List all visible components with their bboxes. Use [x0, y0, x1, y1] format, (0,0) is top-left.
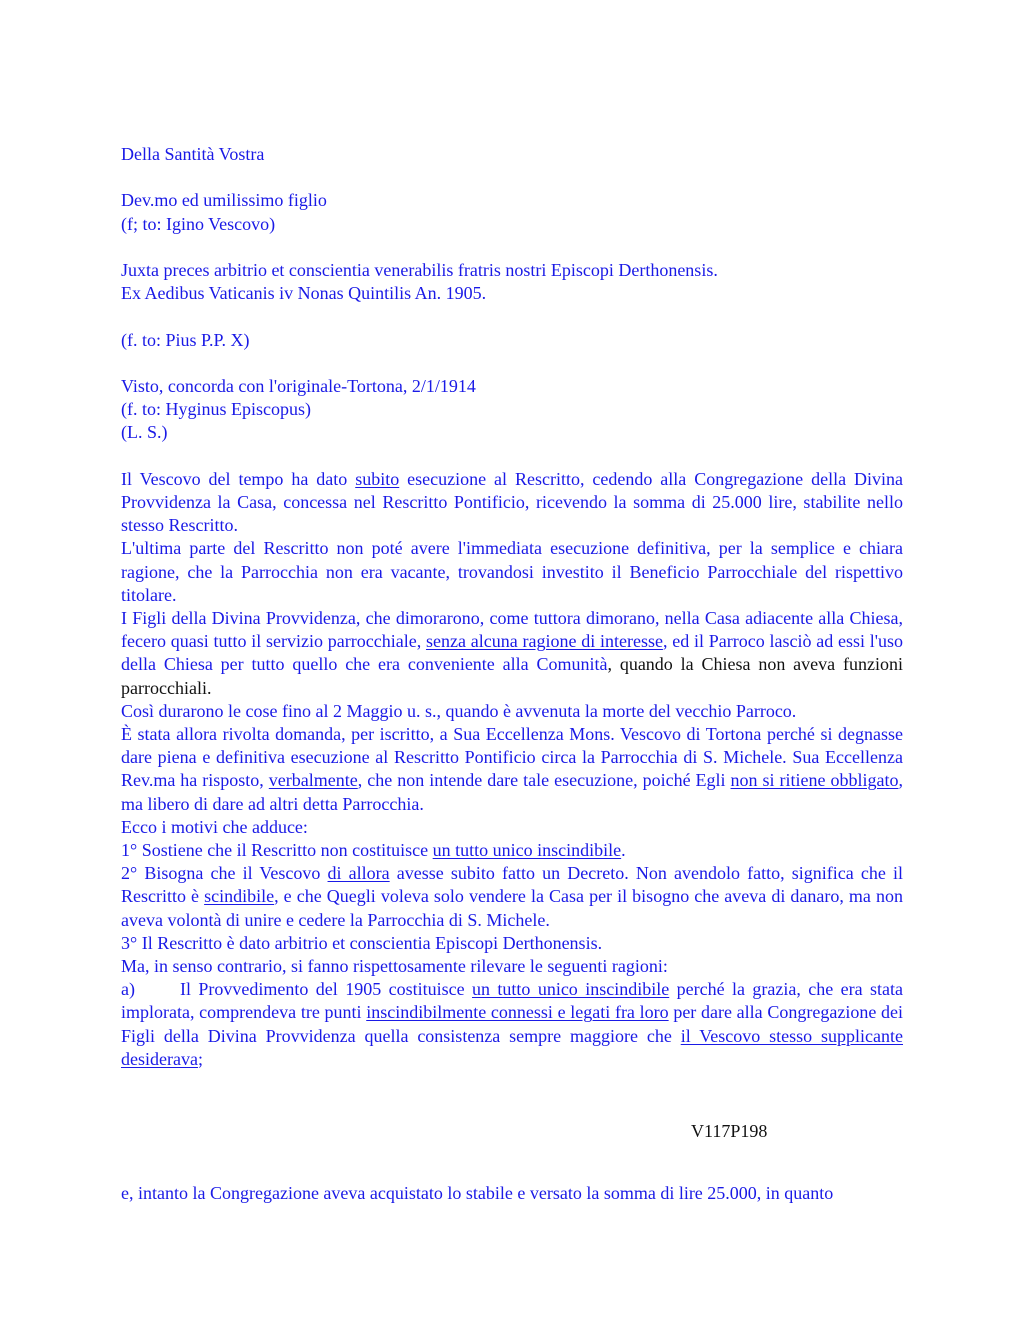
paragraph-2: L'ultima parte del Rescritto non poté avere l'immediata esecuzione definitiva, per la semplice e chiara ragione, che la Parrocchia non era vacante, trovandosi investito il Beneficio Parrocchiale del rispettivo titolare. [121, 538, 903, 605]
paragraph-1 [121, 468, 903, 538]
rescript-line-1: Juxta preces arbitrio et conscientia venerabilis fratris nostri Episcopi Derthonensis. [121, 259, 718, 280]
text-run: . [621, 840, 626, 861]
salutation: Della Santità Vostra [121, 144, 265, 164]
text-run: esecuzione al Rescritto, cedendo alla Congregazione della Divina Provvidenza la Casa, concessa nel Rescritto Pontificio, ricevendo la somma di 25.000 lire, stabilite nello stesso Rescritto. [121, 468, 903, 536]
underlined-text: il Vescovo stesso supplicante desiderava [121, 1025, 903, 1069]
visto-line-3: (L. S.) [121, 422, 168, 443]
continuation-line: e, intanto la Congregazione aveva acquistato lo stabile e versato la somma di lire 25.000, in quanto [121, 1183, 834, 1203]
document-page [121, 143, 903, 1071]
text-run: Il Provvedimento del 1905 costituisce [180, 979, 472, 1000]
text-run: perché la grazia, che era stata implorata, comprendeva tre punti [121, 979, 904, 1023]
text-run: I Figli della Divina Provvidenza, che dimorarono, come tuttora dimorano, nella Casa adiacente alla Chiesa, fecero quasi tutto il servizio parrocchiale, [121, 607, 903, 652]
text-run: ; [197, 1048, 203, 1069]
pope-signature: (f. to: Pius P.P. X) [121, 329, 250, 350]
signature-line-2: (f; to: Igino Vescovo) [121, 213, 276, 234]
paragraph-6: Ecco i motivi che adduce: [121, 816, 308, 837]
underlined-text: verbalmente [268, 770, 358, 791]
underlined-text: un tutto unico inscindibile [472, 979, 670, 1000]
paragraph-10: Ma, in senso contrario, si fanno rispettosamente rilevare le seguenti ragioni: [121, 956, 668, 977]
list-label: a) [121, 979, 135, 1000]
text-run: 2° Bisogna che il Vescovo [121, 863, 328, 884]
underlined-text: non si ritiene obbligato [730, 770, 899, 791]
visto-line-2: (f. to: Hyginus Episcopus) [121, 399, 311, 420]
text-run: per dare alla Congregazione dei Figli della Divina Provvidenza quella consistenza sempre maggiore che [121, 1002, 903, 1046]
text-run: , e che Quegli voleva solo vendere la Casa per il bisogno che aveva di danaro, ma non aveva volontà di unire e cedere la Parrocchia di S. Michele. [121, 886, 903, 930]
underlined-text: scindibile [204, 886, 275, 907]
underlined-text: un tutto unico inscindibile [432, 840, 622, 861]
underlined-text: inscindibilmente connessi e legati fra loro [366, 1002, 669, 1023]
text-run: Il Vescovo del tempo ha dato [121, 468, 356, 489]
text-run: 1° Sostiene che il Rescritto non costituisce [121, 840, 433, 861]
text-run: È stata allora rivolta domanda, per iscritto, a Sua Eccellenza Mons. Vescovo di Tortona perché si degnasse dare piena e definitiva esecuzione al Rescritto Pontificio circa la Parrocchia di S. Michele. Sua Eccellenza Rev.ma ha risposto, [121, 724, 903, 791]
visto-line-1: Visto, concorda con l'originale-Tortona, 2/1/1914 [121, 375, 476, 396]
page-code: V117P198 [691, 1121, 768, 1141]
paragraph-5 [121, 723, 903, 816]
paragraph-7 [121, 839, 903, 862]
signature-line-1: Dev.mo ed umilissimo figlio [121, 190, 327, 211]
text-run: , ma libero di dare ad altri detta Parrocchia. [121, 770, 903, 814]
paragraph-4: Così durarono le cose fino al 2 Maggio u. s., quando è avvenuta la morte del vecchio Parroco. [121, 700, 797, 721]
text-run: avesse subito fatto un Decreto. Non avendolo fatto, significa che il Rescritto è [121, 863, 904, 907]
underlined-text: senza alcuna ragione di interesse [425, 631, 663, 652]
paragraph-11 [121, 978, 903, 1071]
paragraph-8 [121, 862, 903, 932]
paragraph-3 [121, 607, 903, 700]
rescript-line-2: Ex Aedibus Vaticanis iv Nonas Quintilis An. 1905. [121, 283, 487, 304]
text-run-black: , quando la Chiesa non aveva funzioni parrocchiali. [121, 654, 903, 698]
paragraph-9: 3° Il Rescritto è dato arbitrio et conscientia Episcopi Derthonensis. [121, 932, 603, 953]
underlined-text: subito [355, 468, 400, 489]
text-run: , ed il Parroco lasciò ad essi l'uso della Chiesa per tutto quello che era conveniente alla Comunità [121, 631, 904, 675]
underlined-text: di allora [327, 863, 390, 884]
text-run: , che non intende dare tale esecuzione, poiché Egli [357, 770, 731, 791]
